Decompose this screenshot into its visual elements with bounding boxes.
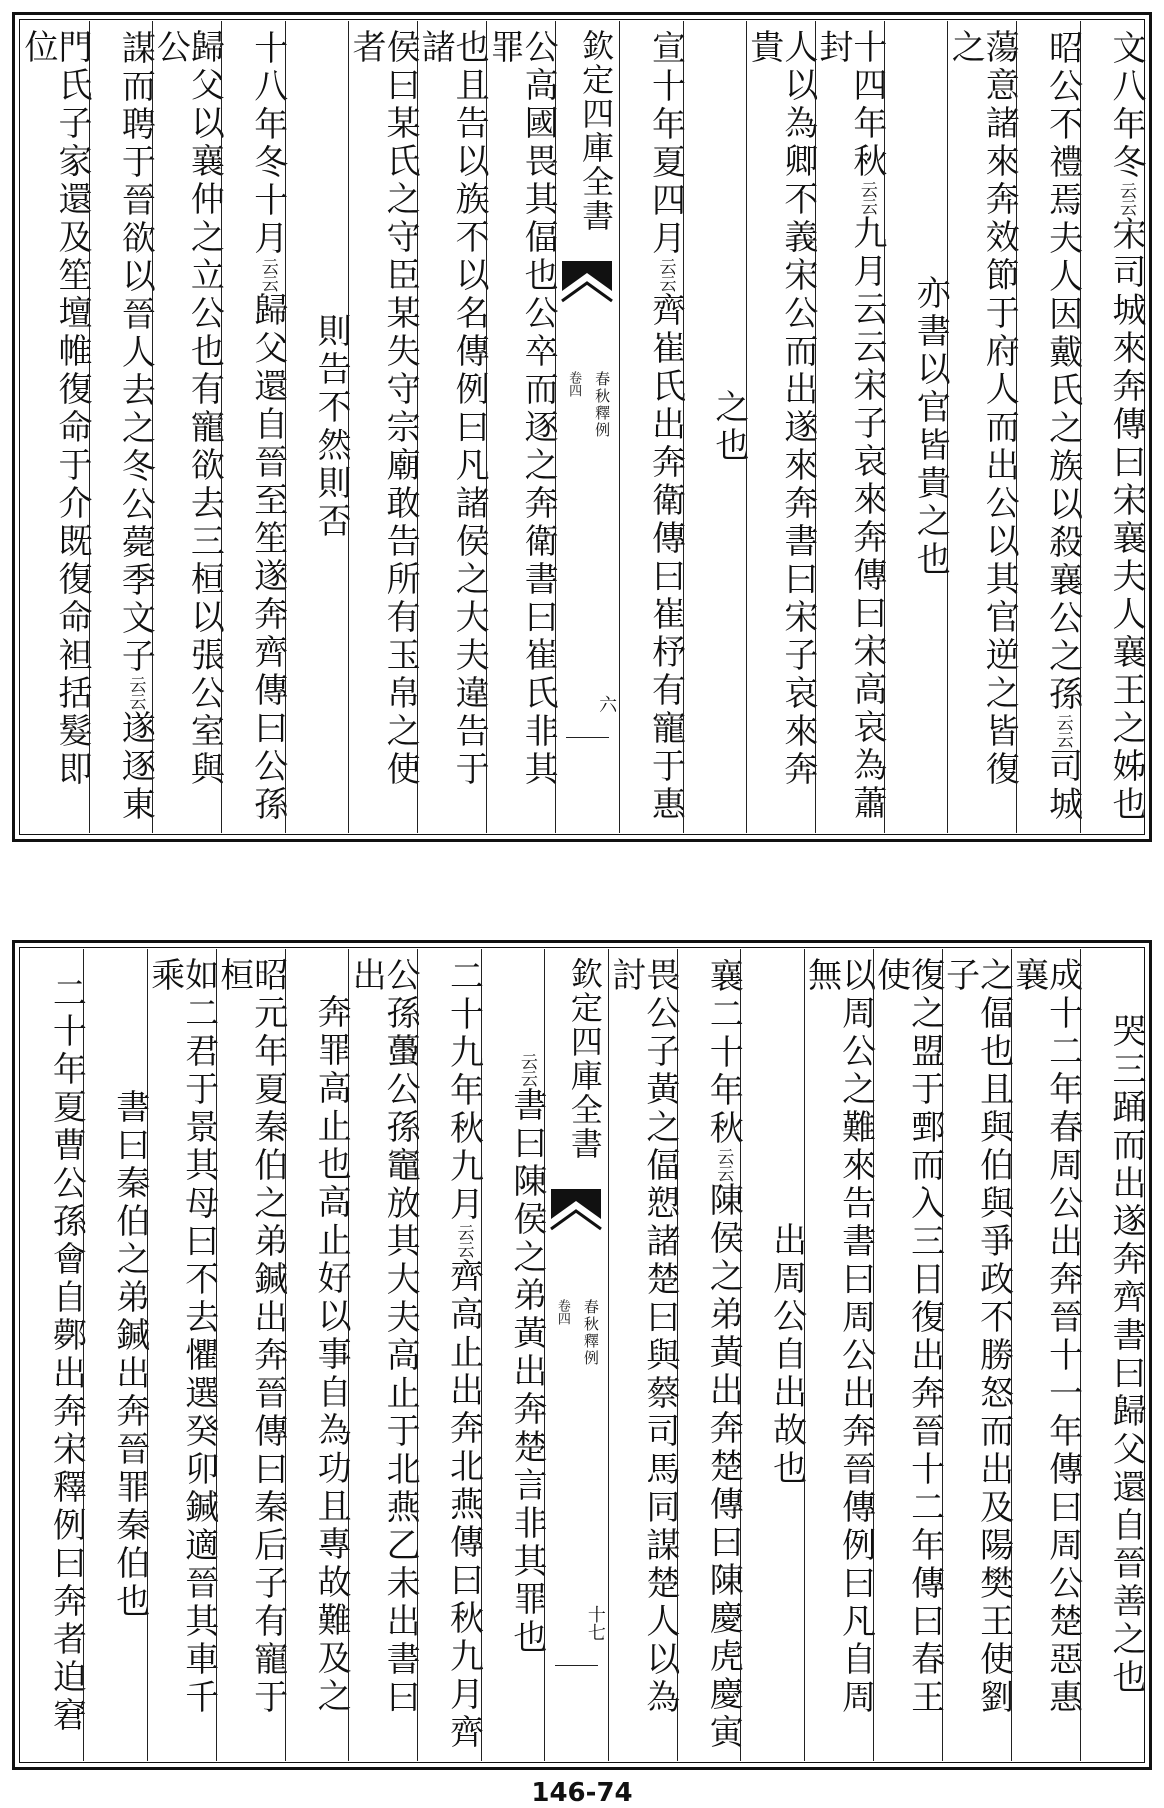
column-content [21,975,87,1735]
column-content [1008,957,1083,1753]
continued-text: 齊高止出奔北燕傳曰秋九月齊 [443,1258,484,1752]
lower-leaf [12,940,1152,1770]
main-text: 之偪也且與伯與爭政不勝怒而出及陽樊王使劉子 [939,957,1014,1717]
text-column [150,21,225,833]
leaf-number: 六 [596,695,618,713]
fold-rule [555,1665,598,1666]
column-content [741,1222,807,1488]
column-content [870,957,945,1753]
column-content [620,30,686,824]
main-text: 十八年冬十月 [247,30,288,258]
main-text: 奔罪高止也高止好以事自為功且專故難及之 [311,994,352,1716]
continued-text: 司城 [1042,748,1083,824]
text-column [1016,21,1083,833]
main-text: 復之盟于鄄而入三日復出奔晉十二年傳曰春王使 [870,957,945,1717]
continued-text: 宋司城來奔傳曰宋襄夫人襄王之姊也 [1106,216,1146,824]
text-column [1080,949,1146,1761]
main-text: 出周公自出故也 [766,1222,807,1488]
column-content [1081,30,1146,824]
column-content [286,313,352,541]
main-text: 蕩意諸來奔效節于府人而出公以其官逆之皆復之 [945,29,1020,789]
text-column [21,949,87,1761]
column-content [482,1053,547,1657]
interlinear-note: 云云 [713,1148,734,1182]
main-text: 十四年秋 [846,29,887,181]
main-text: 門氏子家還及笙壇帷復命于介既復命袒括髮即位 [18,29,92,789]
column-content [84,1089,150,1621]
column-content [1081,1013,1146,1697]
text-column [213,949,288,1761]
main-text: 公孫蠆公孫竈放其大夫高止于北燕乙未出書曰出 [346,957,421,1717]
library-title: 欽定四庫全書 [565,957,604,1161]
column-content [1017,30,1083,824]
main-text: 如二君于景其母曰不去懼選癸卯鍼適晉其車千乘 [144,957,219,1717]
volume-label: 卷四 [554,1299,570,1325]
interlinear-note: 云云 [453,1224,474,1258]
text-column [18,21,92,833]
text-column [683,21,749,833]
center-fold [544,949,608,1761]
text-column [605,949,680,1761]
column-content [885,275,951,579]
main-text: 昭元年夏秦伯之弟鍼出奔晉傳曰秦后子有寵于桓 [213,957,288,1717]
main-text: 文八年冬 [1106,30,1146,182]
main-text: 書曰秦伯之弟鍼出奔晉罪秦伯也 [109,1089,150,1621]
column-content [605,957,680,1753]
column-content [743,29,818,825]
lower-text-columns [21,949,1146,1761]
text-column [939,949,1014,1761]
main-text: 二十九年秋九月 [443,958,484,1224]
text-column [743,21,818,833]
column-content [18,29,92,825]
main-text: 昭公不禮焉夫人因戴氏之族以殺襄公之孫 [1042,30,1083,714]
column-content [90,30,156,824]
main-text: 哭三踊而出遂奔齊書曰歸父還自晉善之也 [1106,1013,1146,1697]
column-content [801,957,876,1753]
fishtail-mark-icon [551,1189,601,1247]
center-fold [555,21,619,833]
text-column [1080,21,1146,833]
column-content [286,994,352,1716]
upper-leaf [12,12,1152,842]
column-content [346,29,421,825]
main-text: 以周公之難來告書曰周公出奔晉傳例曰凡自周無 [801,957,876,1717]
column-content [484,29,559,825]
text-column [285,21,352,833]
interlinear-note: 云云 [655,258,676,292]
column-content [418,958,484,1752]
text-column [83,949,150,1761]
upper-text-columns [18,21,1146,833]
library-title: 欽定四庫全書 [577,29,616,233]
main-text: 則告不然則否 [311,313,352,541]
text-column [1008,949,1083,1761]
main-text: 畏公子黃之偪愬諸楚曰與蔡司馬同謀楚人以為討 [605,957,680,1717]
book-title: 春秋釋例 [593,371,612,439]
continued-text: 書曰陳侯之弟黃出奔楚言非其罪也 [506,1087,547,1657]
text-column [144,949,219,1761]
column-content [213,957,288,1753]
leaf-number: 十七 [584,1605,606,1641]
interlinear-note: 云云 [1052,714,1073,748]
book-title: 春秋釋例 [581,1299,600,1367]
column-content [812,29,887,825]
text-column [812,21,887,833]
column-content [346,957,421,1753]
interlinear-note: 云云 [257,258,278,292]
text-column [481,949,547,1761]
main-text: 侯曰某氏之守臣某失守宗廟敢告所有玉帛之使者 [346,29,421,789]
column-content [939,957,1014,1753]
continued-text: 齊崔氏出奔衛傳曰崔杼有寵于惠 [645,292,686,824]
fishtail-mark-icon [562,261,612,319]
column-content [945,29,1020,825]
text-column [870,949,945,1761]
continued-text: 陳侯之弟黃出奔楚傳曰陳慶虎慶寅 [703,1182,744,1752]
text-column [801,949,876,1761]
main-text: 宣十年夏四月 [645,30,686,258]
column-content [415,29,490,825]
text-column [677,949,744,1761]
fold-rule [566,737,609,738]
column-content [222,30,288,824]
continued-text: 九月云云宋子哀來奔傳曰宋高哀為蕭封 [812,29,887,823]
column-content [684,389,749,465]
main-text: 襄二十年秋 [703,958,744,1148]
text-column [484,21,559,833]
continued-text: 遂逐東 [115,710,156,824]
text-column [884,21,951,833]
main-text: 亦書以官皆貴之也 [910,275,951,579]
main-text: 公高國畏其偪也公卒而逐之奔衛書曰崔氏非其罪 [484,29,559,789]
main-text: 之也 [708,389,749,465]
text-column [285,949,352,1761]
text-column [346,21,421,833]
interlinear-note: 云云 [856,181,877,215]
text-column [415,21,490,833]
text-column [619,21,686,833]
continued-text: 歸父還自晉至笙遂奔齊傳曰公孫 [247,292,288,824]
interlinear-note: 云云 [125,676,146,710]
text-column [89,21,156,833]
column-content [144,957,219,1753]
interlinear-note: 云云 [1116,182,1136,216]
text-column [346,949,421,1761]
main-text: 歸父以襄仲之立公也有寵欲去三桓以張公室與公 [150,29,225,789]
text-column [945,21,1020,833]
text-column [417,949,484,1761]
column-content [150,29,225,825]
text-column [221,21,288,833]
main-text: 謀而聘于晉欲以晉人去之冬公薨季文子 [115,30,156,676]
page-number: 146-74 [531,1778,633,1808]
main-text: 二十年夏曹公孫會自鄸出奔宋釋例曰奔者迫窘 [46,975,87,1735]
text-column [740,949,807,1761]
main-text: 也且告以族不以名傳例曰凡諸侯之大夫違告于諸 [415,29,490,789]
main-text: 人以為卿不義宋公而出遂來奔書曰宋子哀來奔貴 [743,29,818,789]
interlinear-note: 云云 [516,1053,537,1087]
column-content [678,958,744,1752]
main-text: 成十二年春周公出奔晉十一年傳曰周公楚惡惠襄 [1008,957,1083,1717]
volume-label: 卷四 [566,371,582,397]
